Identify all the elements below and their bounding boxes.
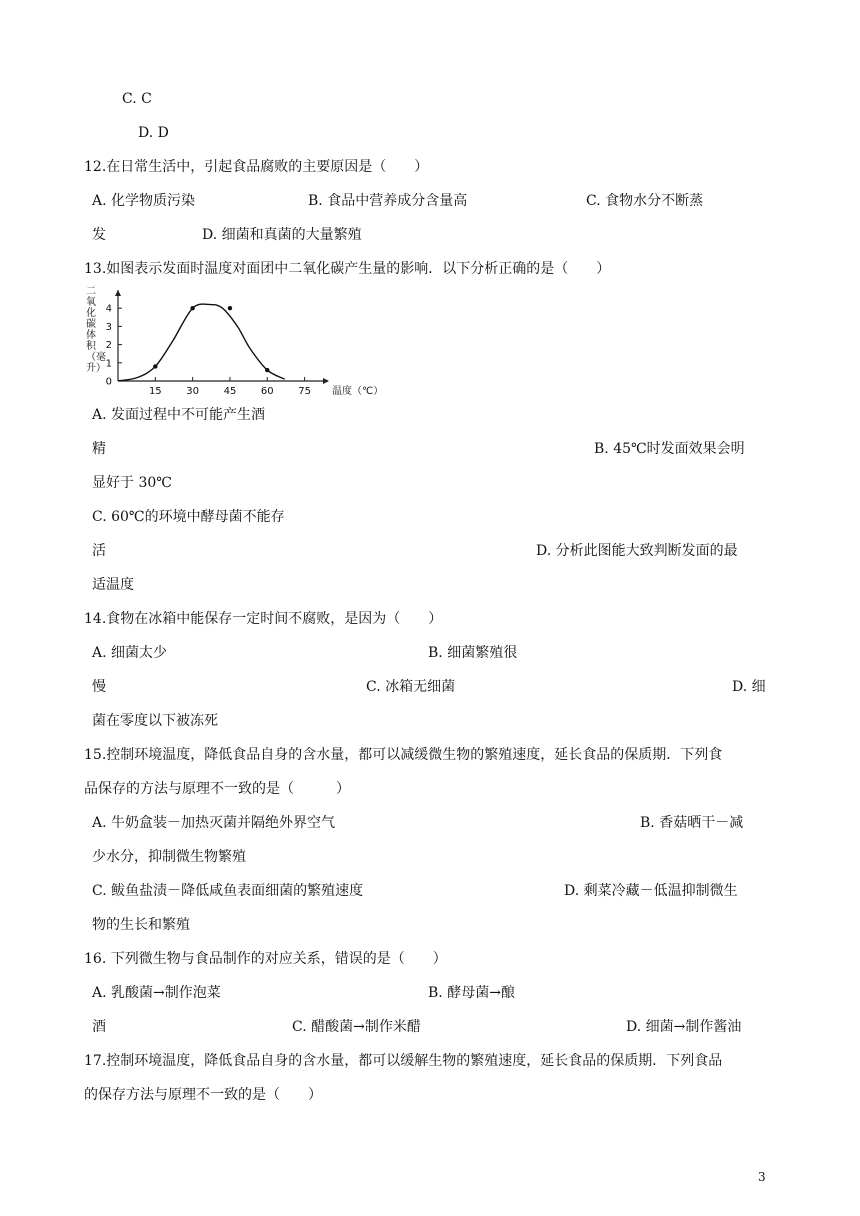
chart-data-point (265, 368, 269, 372)
q13-option-b: B. 45℃时发面效果会明 (594, 441, 745, 457)
q15-option-d-cont: 物的生长和繁殖 (92, 917, 190, 933)
chart-data-point (228, 306, 232, 310)
chart-series-line (118, 304, 285, 381)
q14-option-c: C. 冰箱无细菌 (366, 679, 456, 695)
option-d-prev: D. D (138, 125, 169, 141)
co2-temperature-chart (86, 286, 384, 398)
q15-option-d: D. 剩菜冷藏－低温抑制微生 (564, 883, 738, 899)
chart-x-tick-label: 15 (148, 386, 162, 397)
q15-option-b: B. 香菇晒干－减 (640, 815, 744, 831)
question-14: 14.食物在冰箱中能保存一定时间不腐败，是因为（ ） (84, 611, 443, 627)
chart-data-point (190, 306, 194, 310)
q12-option-c-cont: 发 (92, 227, 106, 243)
q12-option-b: B. 食品中营养成分含量高 (308, 193, 468, 209)
q12-option-a: A. 化学物质污染 (92, 193, 196, 209)
q13-option-b-cont: 显好于 30℃ (92, 475, 172, 491)
q14-option-b: B. 细菌繁殖很 (428, 645, 518, 661)
q15-option-b-cont: 少水分，抑制微生物繁殖 (92, 849, 246, 865)
chart-y-tick-label: 4 (105, 303, 112, 315)
q13-option-d: D. 分析此图能大致判断发面的最 (536, 543, 738, 559)
q14-option-a: A. 细菌太少 (92, 645, 168, 661)
question-15: 15.控制环境温度，降低食品自身的含水量，都可以减缓微生物的繁殖速度，延长食品的保质期．下列食 (84, 747, 723, 763)
option-c-prev: C. C (122, 91, 152, 107)
chart-y-tick-label: 0 (105, 376, 112, 388)
q14-option-b-cont: 慢 (92, 679, 106, 695)
q16-option-d: D. 细菌→制作酱油 (626, 1019, 742, 1035)
question-13: 13.如图表示发面时温度对面团中二氧化碳产生量的影响．以下分析正确的是（ ） (84, 261, 611, 277)
q12-option-c: C. 食物水分不断蒸 (586, 193, 704, 209)
chart-x-tick-label: 45 (223, 386, 237, 397)
chart-y-arrow (115, 290, 121, 296)
chart-y-tick-label: 1 (105, 358, 112, 370)
chart-data-point (153, 364, 157, 368)
q14-option-d-cont: 菌在零度以下被冻死 (92, 713, 218, 729)
chart-x-tick-label: 30 (186, 386, 200, 397)
q13-option-a: A. 发面过程中不可能产生酒 (92, 407, 266, 423)
chart-x-tick-label: 60 (260, 386, 274, 397)
page-number: 3 (758, 1170, 766, 1184)
question-15-cont: 品保存的方法与原理不一致的是（ ） (84, 781, 350, 797)
chart-x-tick-label: 75 (298, 386, 311, 397)
q12-option-d: D. 细菌和真菌的大量繁殖 (202, 227, 362, 243)
question-16: 16. 下列微生物与食品制作的对应关系，错误的是（ ） (84, 951, 447, 967)
q15-option-c: C. 鲅鱼盐渍－降低咸鱼表面细菌的繁殖速度 (92, 883, 364, 899)
chart-x-arrow (323, 378, 329, 384)
chart-svg (86, 286, 384, 398)
q16-option-c: C. 醋酸菌→制作米醋 (292, 1019, 421, 1035)
chart-y-axis-label: 二氧化碳体积（毫升） (86, 286, 106, 374)
chart-y-tick-label: 3 (105, 321, 112, 333)
chart-x-axis-label: 温度（℃） (332, 386, 384, 397)
question-12: 12.在日常生活中，引起食品腐败的主要原因是（ ） (84, 159, 429, 175)
chart-y-tick-label: 2 (105, 340, 112, 352)
q13-option-c: C. 60℃的环境中酵母菌不能存 (92, 509, 285, 525)
q13-option-c-cont: 活 (92, 543, 106, 559)
q13-option-a-cont: 精 (92, 441, 106, 457)
question-17: 17.控制环境温度，降低食品自身的含水量，都可以缓解生物的繁殖速度，延长食品的保质期．下列食品 (84, 1053, 723, 1069)
q16-option-b-cont: 酒 (92, 1019, 106, 1035)
q13-option-d-cont: 适温度 (92, 577, 134, 593)
q16-option-a: A. 乳酸菌→制作泡菜 (92, 985, 221, 1001)
q15-option-a: A. 牛奶盒装－加热灭菌并隔绝外界空气 (92, 815, 336, 831)
question-17-cont: 的保存方法与原理不一致的是（ ） (84, 1087, 322, 1103)
q16-option-b: B. 酵母菌→酿 (428, 985, 515, 1001)
q14-option-d: D. 细 (732, 679, 766, 695)
